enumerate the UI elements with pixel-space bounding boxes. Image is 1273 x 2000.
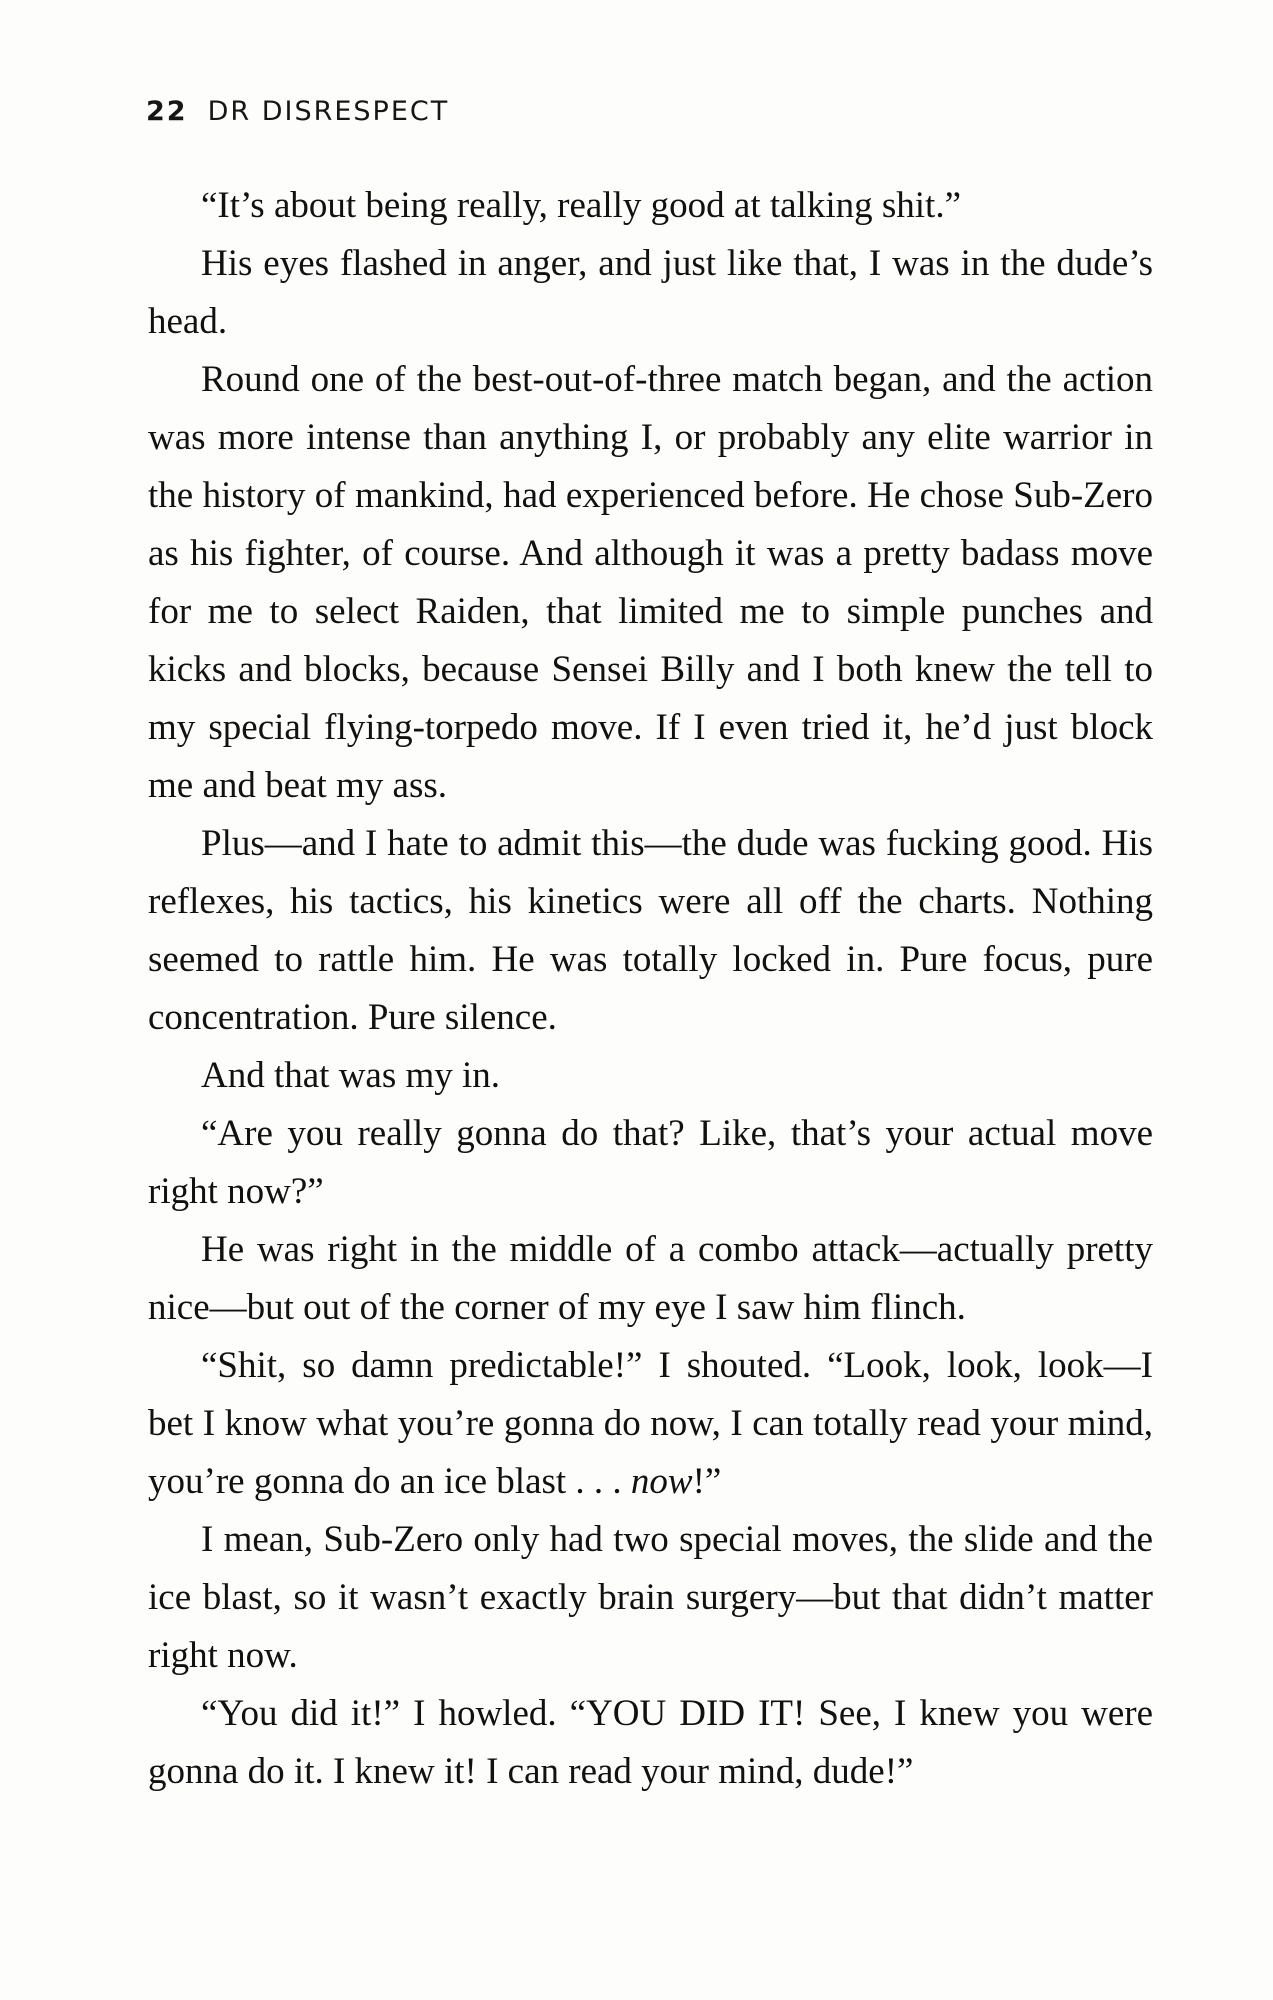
paragraph: “It’s about being really, really good at talking shit.” xyxy=(201,185,961,226)
emphasized-word: now xyxy=(630,1461,693,1502)
dialogue-text: “Shit, so damn predictable!” I shouted. “Look, look, look—I bet I know what you’re gonna do now, I can totally read your mind, you’re gonna do an ice blast . . . xyxy=(148,1345,1153,1502)
running-title: DR DISRESPECT xyxy=(207,96,450,127)
body-text xyxy=(148,177,1153,1801)
running-head xyxy=(146,96,449,127)
paragraph: “You did it!” I howled. “YOU DID IT! See, I knew you were gonna do it. I knew it! I can read your mind, dude!” xyxy=(148,1693,1153,1792)
paragraph: He was right in the middle of a combo attack—actually pretty nice—but out of the corner of my eye I saw him flinch. xyxy=(148,1229,1153,1328)
paragraph: His eyes flashed in anger, and just like that, I was in the dude’s head. xyxy=(148,243,1153,342)
closing-quote: !” xyxy=(692,1461,722,1502)
paragraph xyxy=(148,1337,1153,1511)
paragraph: “Are you really gonna do that? Like, that’s your actual move right now?” xyxy=(148,1113,1153,1212)
paragraph: Plus—and I hate to admit this—the dude was fucking good. His reflexes, his tactics, his kinetics were all off the charts. Nothing seemed to rattle him. He was totally locked in. Pure focus, pure concentration. Pure silence. xyxy=(148,823,1153,1038)
page-number: 22 xyxy=(146,96,188,127)
paragraph: And that was my in. xyxy=(201,1055,501,1096)
paragraph: Round one of the best-out-of-three match began, and the action was more intense than anything I, or probably any elite warrior in the history of mankind, had experienced before. He chose Sub-Zero as his fighter, of course. And although it was a pretty badass move for me to select Raiden, that limited me to simple punches and kicks and blocks, because Sensei Billy and I both knew the tell to my special flying-torpedo move. If I even tried it, he’d just block me and beat my ass. xyxy=(148,359,1153,806)
paragraph: I mean, Sub-Zero only had two special moves, the slide and the ice blast, so it wasn’t exactly brain surgery—but that didn’t matter right now. xyxy=(148,1519,1153,1676)
